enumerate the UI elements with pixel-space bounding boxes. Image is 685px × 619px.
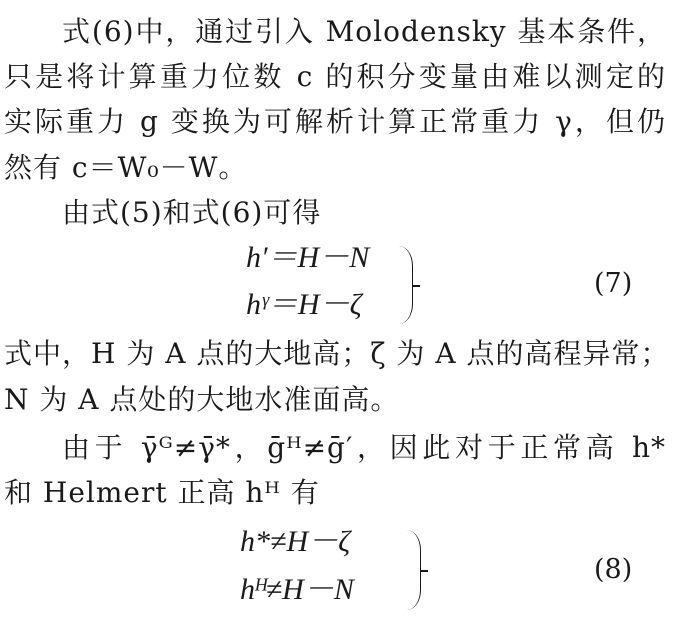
paragraph1-line1: 式(6)中，通过引入 Molodensky 基本条件， [62, 15, 666, 48]
paragraph1-line2: 只是将计算重力位数 c 的积分变量由难以测定的 [4, 60, 666, 93]
equation8-brace [404, 530, 421, 610]
paragraph2-line1: 由式(5)和式(6)可得 [62, 196, 322, 229]
paragraph4-line2: 和 Helmert 正高 hᴴ 有 [4, 476, 320, 509]
equation7-brace [396, 246, 413, 324]
equation7-number: (7) [594, 268, 633, 299]
paragraph1-line4: 然有 c＝W₀－W。 [4, 151, 248, 184]
equation8-number: (8) [594, 554, 633, 585]
equation7-row1: h′＝H－N [246, 241, 370, 274]
equation8-row1: h*≠H－ζ [240, 525, 351, 558]
paragraph3-line2: N 为 A 点处的大地水准面高。 [4, 383, 400, 416]
equation7-row2: hᵞ＝H－ζ [246, 288, 362, 321]
equation8-row2: hᴴ≠H－N [240, 573, 354, 606]
paragraph4-line1: 由于 γ̄ᴳ≠γ̄*，ḡᴴ≠ḡ′，因此对于正常高 h* [62, 431, 666, 464]
paragraph3-line1: 式中，H 为 A 点的大地高；ζ 为 A 点的高程异常； [4, 337, 670, 370]
paragraph1-line3: 实际重力 g 变换为可解析计算正常重力 γ，但仍 [4, 105, 666, 138]
